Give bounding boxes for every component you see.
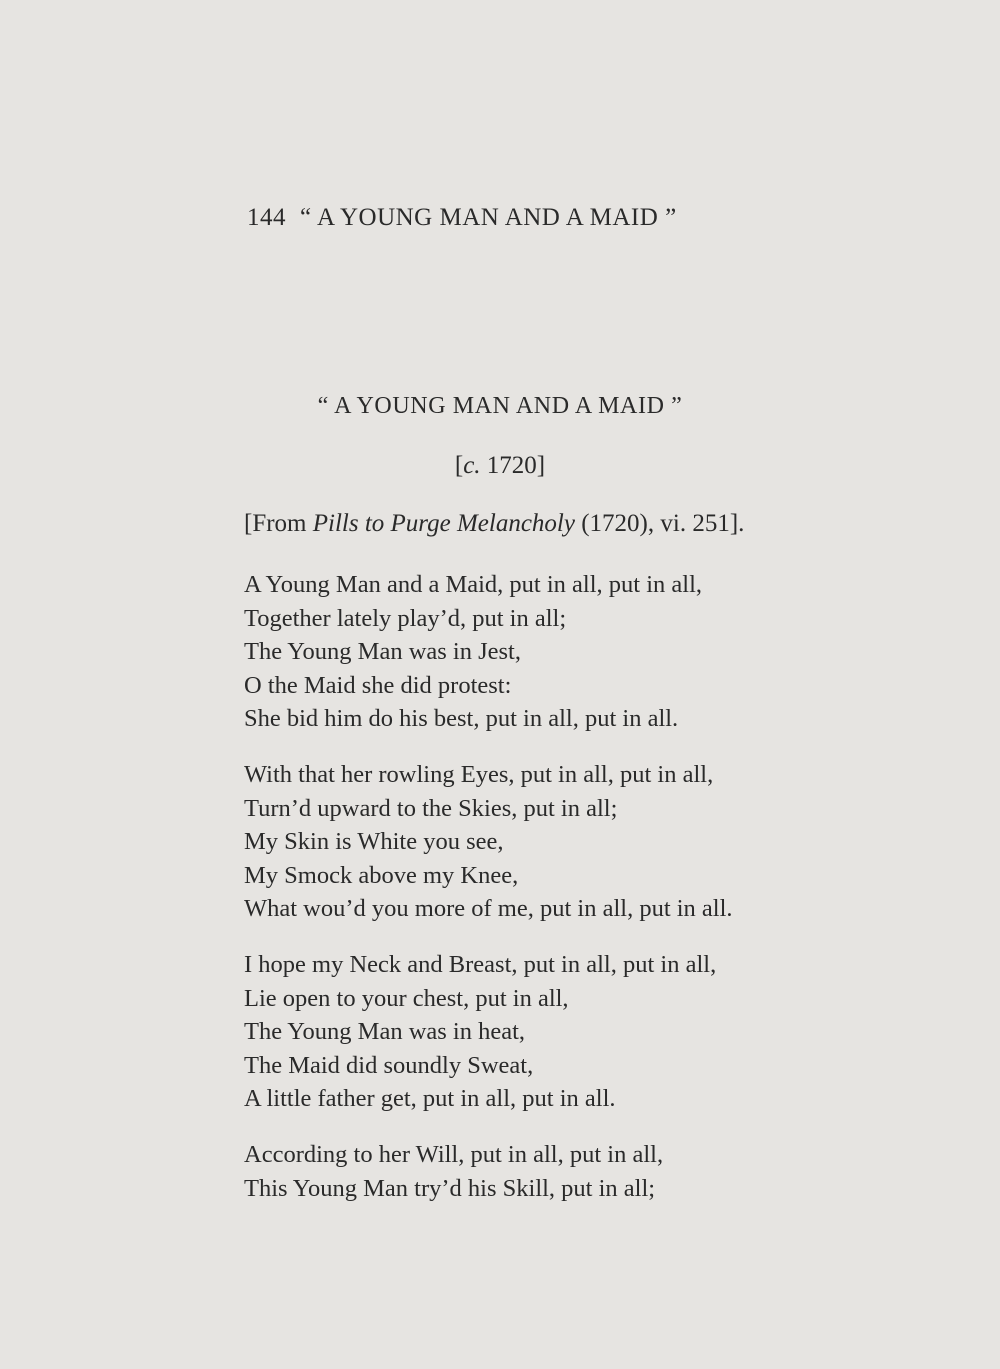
poem-line: With that her rowling Eyes, put in all, put in all, bbox=[244, 761, 714, 788]
source-note bbox=[244, 510, 744, 538]
poem-line: Together lately play’d, put in all; bbox=[244, 604, 567, 632]
poem-line: Turn’d upward to the Skies, put in all; bbox=[244, 794, 618, 822]
date-bracket-open: [ bbox=[454, 452, 464, 479]
running-head bbox=[247, 204, 677, 232]
poem-line: This Young Man try’d his Skill, put in all; bbox=[244, 1174, 656, 1202]
date-circa: c. bbox=[463, 452, 481, 479]
stanza-1 bbox=[244, 568, 702, 736]
poem-line: The Maid did soundly Sweat, bbox=[244, 1051, 534, 1079]
running-head-title: “ A YOUNG MAN AND A MAID ” bbox=[300, 204, 677, 231]
poem-line: A little father get, put in all, put in all. bbox=[244, 1085, 616, 1112]
poem-line: My Smock above my Knee, bbox=[244, 861, 519, 889]
poem-line: She bid him do his best, put in all, put in all. bbox=[244, 705, 679, 732]
poem-line: According to her Will, put in all, put in all, bbox=[244, 1141, 664, 1168]
poem-line: O the Maid she did protest: bbox=[244, 671, 512, 699]
stanza-3 bbox=[244, 948, 716, 1116]
poem-title: “ A YOUNG MAN AND A MAID ” bbox=[317, 393, 683, 419]
poem-line: What wou’d you more of me, put in all, put in all. bbox=[244, 895, 733, 922]
poem-line: A Young Man and a Maid, put in all, put in all, bbox=[244, 571, 702, 598]
stanza-4 bbox=[244, 1138, 663, 1205]
poem-line: My Skin is White you see, bbox=[244, 828, 504, 855]
poem-date bbox=[0, 452, 1000, 480]
page-number: 144 bbox=[247, 204, 286, 231]
stanza-2 bbox=[244, 758, 733, 926]
poem-line: The Young Man was in Jest, bbox=[244, 638, 521, 665]
poem-line: Lie open to your chest, put in all, bbox=[244, 984, 569, 1012]
poem-line: I hope my Neck and Breast, put in all, put in all, bbox=[244, 951, 717, 978]
poem-line: The Young Man was in heat, bbox=[244, 1018, 526, 1045]
source-prefix: [From bbox=[244, 510, 313, 537]
source-work-title: Pills to Purge Melancholy bbox=[312, 510, 575, 537]
date-year: 1720] bbox=[480, 452, 546, 479]
source-suffix: (1720), vi. 251]. bbox=[574, 510, 745, 537]
